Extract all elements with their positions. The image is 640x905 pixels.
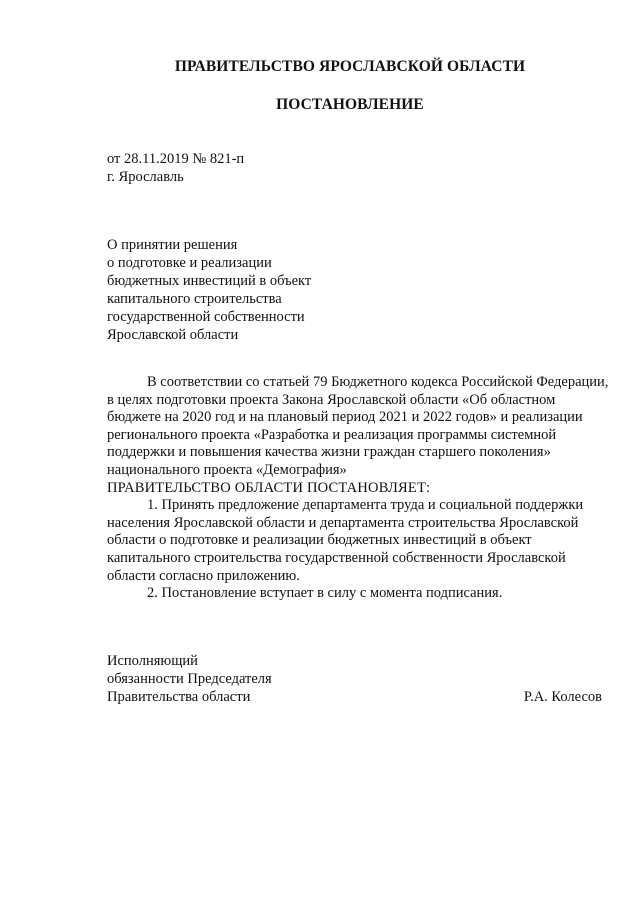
- signatory-position-line: обязанности Председателя: [107, 671, 272, 687]
- item-1-paragraph: 1. Принять предложение департамента труда и социальной поддержки населения Ярославской области и департамента строительства Ярославской области о подготовке и реализации бюджетных инвестиций в объект капитального строительства государственной собственности Ярославской области согласно приложению.: [107, 497, 584, 584]
- subject-line: Ярославской области: [107, 327, 239, 343]
- subject-line: О принятии решения: [107, 237, 238, 253]
- signatory-name: Р.А. Колесов: [523, 689, 602, 705]
- subject-line: капитального строительства: [107, 291, 282, 307]
- signatory-position-line: Правительства области: [107, 689, 251, 705]
- government-title: ПРАВИТЕЛЬСТВО ЯРОСЛАВСКОЙ ОБЛАСТИ: [174, 58, 526, 75]
- signature-row: [107, 688, 610, 706]
- document-subject: [107, 236, 311, 344]
- resolution-heading: ПРАВИТЕЛЬСТВО ОБЛАСТИ ПОСТАНОВЛЯЕТ:: [107, 479, 431, 496]
- city: г. Ярославль: [107, 169, 184, 185]
- document-meta: [107, 150, 244, 186]
- subject-line: государственной собственности: [107, 309, 305, 325]
- subject-line: о подготовке и реализации: [107, 255, 272, 271]
- date-number: от 28.11.2019 № 821-п: [107, 151, 245, 167]
- document-body: [107, 374, 610, 603]
- signature-block: [107, 652, 610, 706]
- document-type-title: ПОСТАНОВЛЕНИЕ: [276, 96, 424, 113]
- preamble-paragraph: В соответствии со статьей 79 Бюджетного кодекса Российской Федерации, в целях подготовки проекта Закона Ярославской области «Об областном бюджете на 2020 год и на плановый период 2021 и 2022 годов» и реализации регионального проекта «Разработка и реализация программы системной поддержки и повышения качества жизни граждан старшего поколения» национального проекта «Демография»: [107, 374, 609, 478]
- item-2-paragraph: 2. Постановление вступает в силу с момента подписания.: [147, 585, 503, 602]
- signatory-position-line: Исполняющий: [107, 653, 198, 669]
- subject-line: бюджетных инвестиций в объект: [107, 273, 312, 289]
